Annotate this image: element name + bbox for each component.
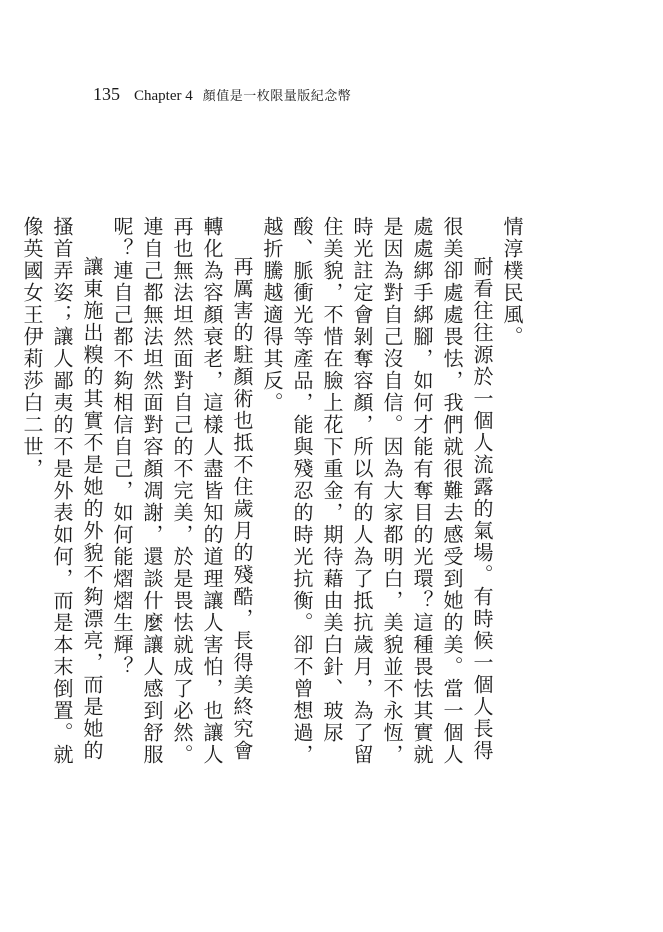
body-text [20, 216, 527, 776]
paragraph-3: 再厲害的駐顏術也抵不住歲月的殘酷，長得美終究會轉化為容顏衰老，這樣人盡皆知的道理讓人害怕，也讓人再也無法坦然面對自己的不完美，於是畏怯就成了必然。連自己都無法坦然面對容顏凋謝，還談什麼讓人感到舒服呢？連自己都不夠相信自己，如何能熠熠生輝？ [110, 216, 254, 766]
running-header [93, 84, 351, 108]
paragraph-1: 情淳樸民風。 [500, 216, 524, 348]
paragraph-4: 讓東施出糗的其實不是她的外貌不夠漂亮，而是她的搔首弄姿；讓人鄙夷的不是外表如何，而是本末倒置。就像英國女王伊莉莎白二世， [20, 216, 104, 766]
chapter-label: Chapter 4 [134, 88, 193, 104]
page-number: 135 [93, 84, 120, 104]
chapter-title: 顏值是一枚限量版紀念幣 [202, 89, 352, 104]
paragraph-2: 耐看往往源於一個人流露的氣場。有時候一個人長得很美卻處處畏怯，我們就很難去感受到她的美。當一個人處處綁手綁腳，如何才能有奪目的光環？這種畏怯其實就是因為對自己沒自信。因為大家都明白，美貌並不永恆，時光註定會剝奪容顏，所以有的人為了抵抗歲月，為了留住美貌，不惜在臉上花下重金，期待藉由美白針、玻尿酸、脈衝光等產品，能與殘忍的時光抗衡。卻不曾想過，越折騰越適得其反。 [260, 216, 494, 766]
